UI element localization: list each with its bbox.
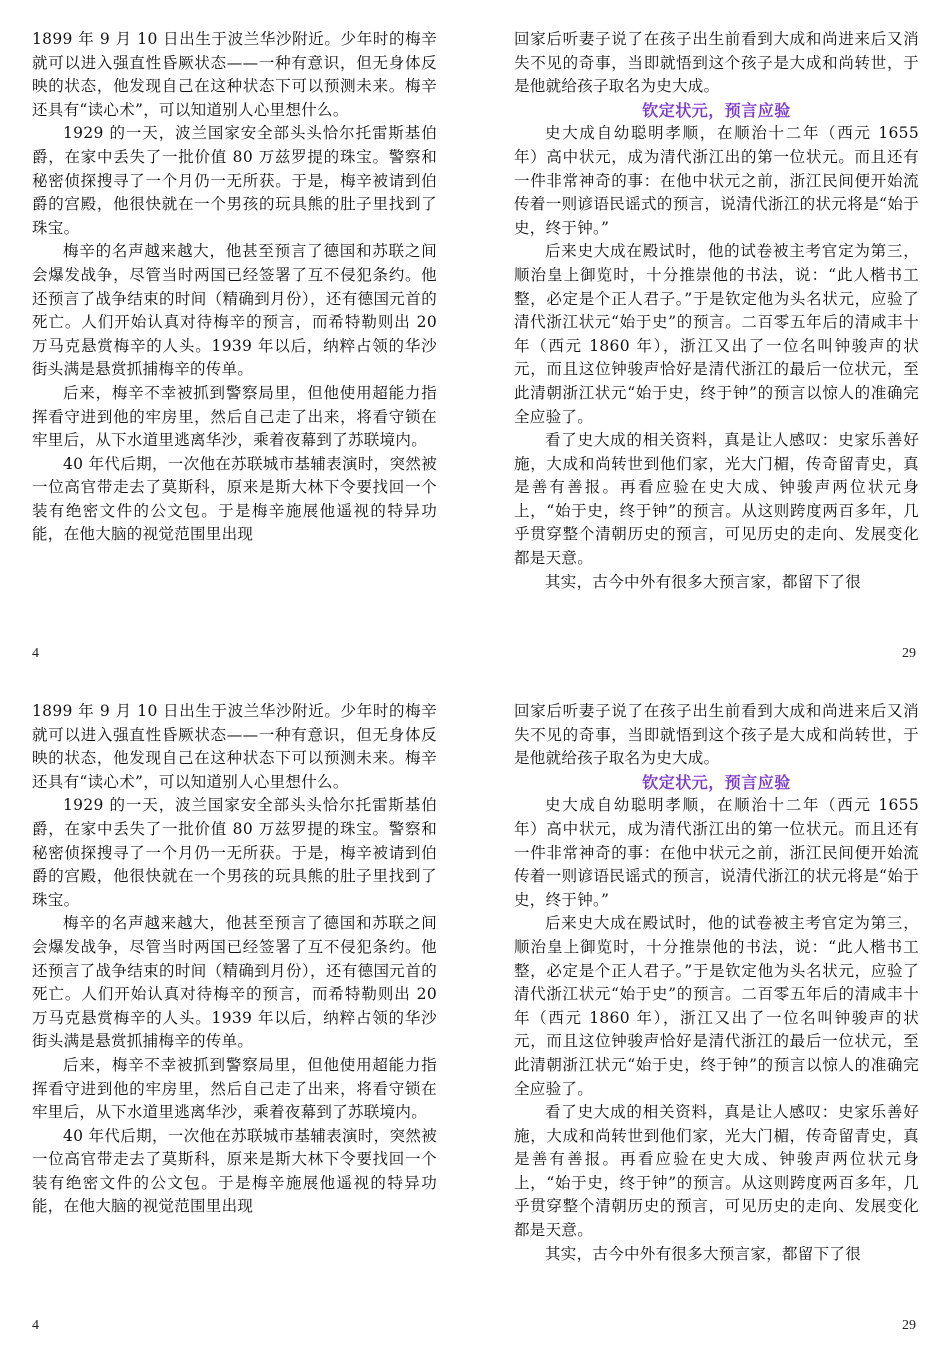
paragraph: 1929 的一天，波兰国家安全部头头恰尔托雷斯基伯爵，在家中丢失了一批价值 80 万兹罗提的珠宝。警察和秘密侦探搜寻了一个月仍一无所获。于是，梅辛被请到伯爵的宫殿，他很快就在一个男孩的玩具熊的肚子里找到了珠宝。 (32, 796, 437, 909)
paragraph: 梅辛的名声越来越大，他甚至预言了德国和苏联之间会爆发战争，尽管当时两国已经签署了互不侵犯条约。他还预言了战争结束的时间（精确到月份），还有德国元首的死亡。人们开始认真对待梅辛的预言，而希特勒则出 20 万马克悬赏梅辛的人头。1939 年以后，纳粹占领的华沙街头满是悬赏抓捕梅辛的传单。 (32, 242, 437, 379)
paragraph: 回家后听妻子说了在孩子出生前看到大成和尚进来后又消失不见的奇事，当即就悟到这个孩子是大成和尚转世，于是他就给孩子取名为史大成。 (514, 702, 919, 768)
spread-bottom (0, 672, 950, 1344)
right-page-text (514, 700, 919, 1266)
page-number-left: 4 (32, 646, 39, 661)
paragraph: 看了史大成的相关资料，真是让人感叹：史家乐善好施，大成和尚转世到他们家，光大门楣，传奇留青史，真是善有善报。再看应验在史大成、钟骏声两位状元身上，“始于史，终于钟”的预言。从这则跨度两百多年，几乎贯穿整个清朝历史的预言，可见历史的走向、发展变化都是天意。 (514, 1103, 919, 1240)
paragraph: 梅辛的名声越来越大，他甚至预言了德国和苏联之间会爆发战争，尽管当时两国已经签署了互不侵犯条约。他还预言了战争结束的时间（精确到月份），还有德国元首的死亡。人们开始认真对待梅辛的预言，而希特勒则出 20 万马克悬赏梅辛的人头。1939 年以后，纳粹占领的华沙街头满是悬赏抓捕梅辛的传单。 (32, 914, 437, 1051)
paragraph: 后来史大成在殿试时，他的试卷被主考官定为第三，顺治皇上御览时，十分推崇他的书法，说：“此人楷书工整，必定是个正人君子。”于是钦定他为头名状元，应验了清代浙江状元“始于史”的预言。二百零五年后的清咸丰十年（西元 1860 年），浙江又出了一位名叫钟骏声的状元，而且这位钟骏声恰好是清代浙江的最后一位状元，至此清朝浙江状元“始于史，终于钟”的预言以惊人的准确完全应验了。 (514, 914, 919, 1098)
spread-top (0, 0, 950, 672)
paragraph: 回家后听妻子说了在孩子出生前看到大成和尚进来后又消失不见的奇事，当即就悟到这个孩子是大成和尚转世，于是他就给孩子取名为史大成。 (514, 30, 919, 96)
paragraph: 40 年代后期，一次他在苏联城市基辅表演时，突然被一位高官带走去了莫斯科，原来是斯大林下令要找回一个装有绝密文件的公文包。于是梅辛施展他遥视的特异功能，在他大脑的视觉范围里出现 (32, 454, 437, 544)
page-number-right: 29 (902, 646, 916, 661)
page-number-right: 29 (902, 1318, 916, 1333)
paragraph: 后来，梅辛不幸被抓到警察局里，但他使用超能力指挥看守进到他的牢房里，然后自己走了出来，将看守锁在牢里后，从下水道里逃离华沙，乘着夜幕到了苏联境内。 (32, 383, 437, 450)
right-page-text (514, 28, 919, 594)
paragraph: 1899 年 9 月 10 日出生于波兰华沙附近。少年时的梅辛就可以进入强直性昏厥状态——一种有意识，但无身体反映的状态，他发现自己在这种状态下可以预测未来。梅辛还具有“读心术”，可以知道别人心里想什么。 (32, 30, 437, 119)
section-heading: 钦定状元，预言应验 (642, 100, 791, 120)
left-page-text (32, 700, 437, 1219)
paragraph: 1929 的一天，波兰国家安全部头头恰尔托雷斯基伯爵，在家中丢失了一批价值 80 万兹罗提的珠宝。警察和秘密侦探搜寻了一个月仍一无所获。于是，梅辛被请到伯爵的宫殿，他很快就在一个男孩的玩具熊的肚子里找到了珠宝。 (32, 124, 437, 237)
paragraph: 其实，古今中外有很多大预言家，都留下了很 (545, 1244, 862, 1263)
paragraph: 1899 年 9 月 10 日出生于波兰华沙附近。少年时的梅辛就可以进入强直性昏厥状态——一种有意识，但无身体反映的状态，他发现自己在这种状态下可以预测未来。梅辛还具有“读心术”，可以知道别人心里想什么。 (32, 702, 437, 791)
paragraph: 40 年代后期，一次他在苏联城市基辅表演时，突然被一位高官带走去了莫斯科，原来是斯大林下令要找回一个装有绝密文件的公文包。于是梅辛施展他遥视的特异功能，在他大脑的视觉范围里出现 (32, 1126, 437, 1216)
paragraph: 后来，梅辛不幸被抓到警察局里，但他使用超能力指挥看守进到他的牢房里，然后自己走了出来，将看守锁在牢里后，从下水道里逃离华沙，乘着夜幕到了苏联境内。 (32, 1055, 437, 1122)
paragraph: 看了史大成的相关资料，真是让人感叹：史家乐善好施，大成和尚转世到他们家，光大门楣，传奇留青史，真是善有善报。再看应验在史大成、钟骏声两位状元身上，“始于史，终于钟”的预言。从这则跨度两百多年，几乎贯穿整个清朝历史的预言，可见历史的走向、发展变化都是天意。 (514, 431, 919, 568)
paragraph: 其实，古今中外有很多大预言家，都留下了很 (545, 572, 862, 591)
page-number-left: 4 (32, 1318, 39, 1333)
section-heading: 钦定状元，预言应验 (642, 772, 791, 792)
paragraph: 后来史大成在殿试时，他的试卷被主考官定为第三，顺治皇上御览时，十分推崇他的书法，说：“此人楷书工整，必定是个正人君子。”于是钦定他为头名状元，应验了清代浙江状元“始于史”的预言。二百零五年后的清咸丰十年（西元 1860 年），浙江又出了一位名叫钟骏声的状元，而且这位钟骏声恰好是清代浙江的最后一位状元，至此清朝浙江状元“始于史，终于钟”的预言以惊人的准确完全应验了。 (514, 242, 919, 426)
paragraph: 史大成自幼聪明孝顺，在顺治十二年（西元 1655 年）高中状元，成为清代浙江出的第一位状元。而且还有一件非常神奇的事：在他中状元之前，浙江民间便开始流传着一则谚语民谣式的预言，说清代浙江的状元将是“始于史，终于钟。” (514, 124, 919, 237)
paragraph: 史大成自幼聪明孝顺，在顺治十二年（西元 1655 年）高中状元，成为清代浙江出的第一位状元。而且还有一件非常神奇的事：在他中状元之前，浙江民间便开始流传着一则谚语民谣式的预言，说清代浙江的状元将是“始于史，终于钟。” (514, 796, 919, 909)
left-page-text (32, 28, 437, 547)
